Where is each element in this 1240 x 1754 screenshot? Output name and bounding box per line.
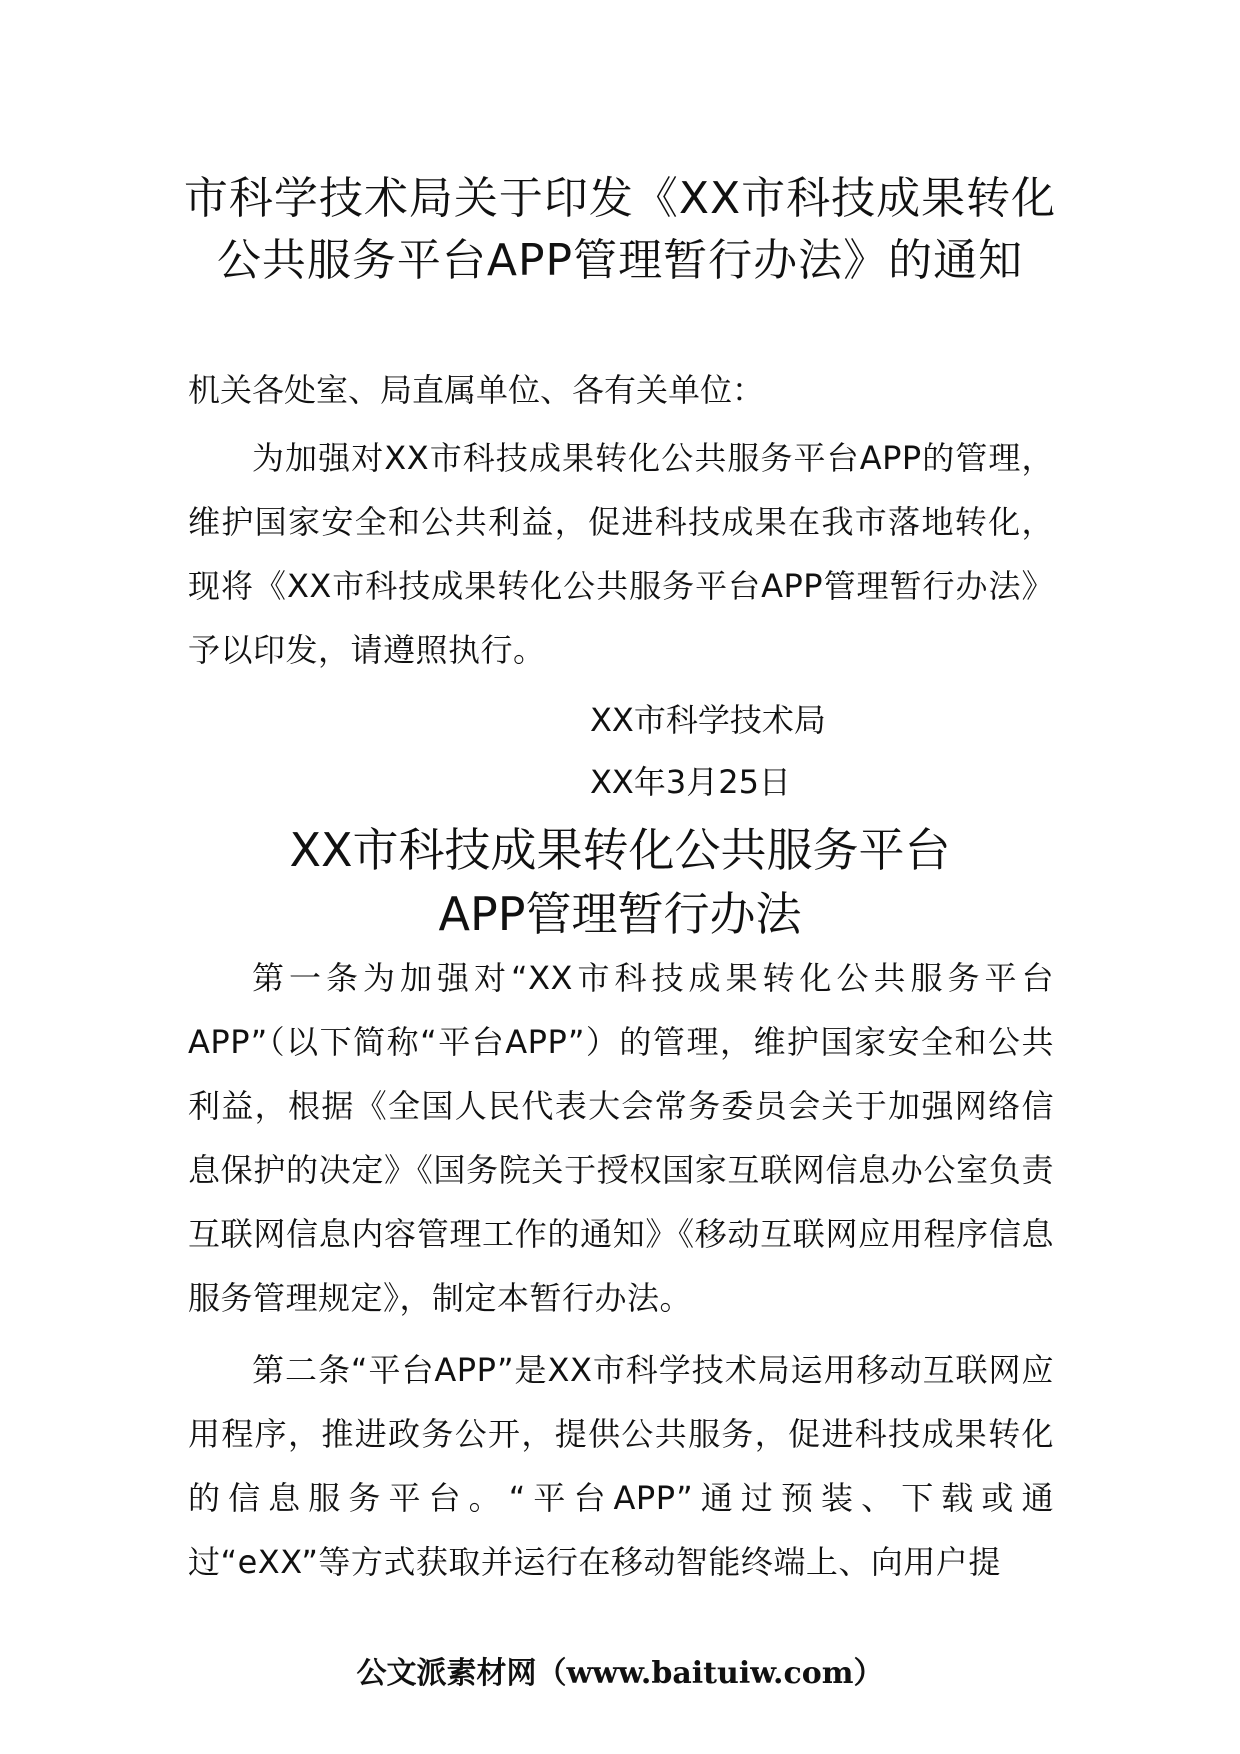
notice-title: 市科学技术局关于印发《XX市科技成果转化公共服务平台APP管理暂行办法》的通知 <box>183 173 1057 286</box>
measures-title-line1: XX市科技成果转化公共服务平台 <box>289 823 951 877</box>
measures-title-line2: APP管理暂行办法 <box>438 887 802 941</box>
footer-watermark: 公文派素材网（www.baituiw.com） <box>356 1656 884 1691</box>
notice-body: 为加强对XX市科技成果转化公共服务平台APP的管理，维护国家安全和公共利益，促进科技成果在我市落地转化，现将《XX市科技成果转化公共服务平台APP管理暂行办法》予以印发，请遵照执行。 <box>188 439 1054 669</box>
article-1: 第一条为加强对“XX市科技成果转化公共服务平台APP”（以下简称“平台APP”）的管理，维护国家安全和公共利益，根据《全国人民代表大会常务委员会关于加强网络信息保护的决定》《国务院关于授权国家互联网信息办公室负责互联网信息内容管理工作的通知》《移动互联网应用程序信息服务管理规定》，制定本暂行办法。 <box>188 959 1054 1317</box>
salutation: 机关各处室、局直属单位、各有关单位： <box>188 371 765 409</box>
issuer-name: XX市科学技术局 <box>590 701 826 739</box>
measures-title <box>170 818 1070 946</box>
article-2: 第二条“平台APP”是XX市科学技术局运用移动互联网应用程序，推进政务公开，提供公共服务，促进科技成果转化的信息服务平台。“平台APP”通过预装、下载或通过“eXX”等方式获取并运行在移动智能终端上、向用户提 <box>188 1351 1054 1581</box>
issue-date: XX年3月25日 <box>590 763 791 801</box>
